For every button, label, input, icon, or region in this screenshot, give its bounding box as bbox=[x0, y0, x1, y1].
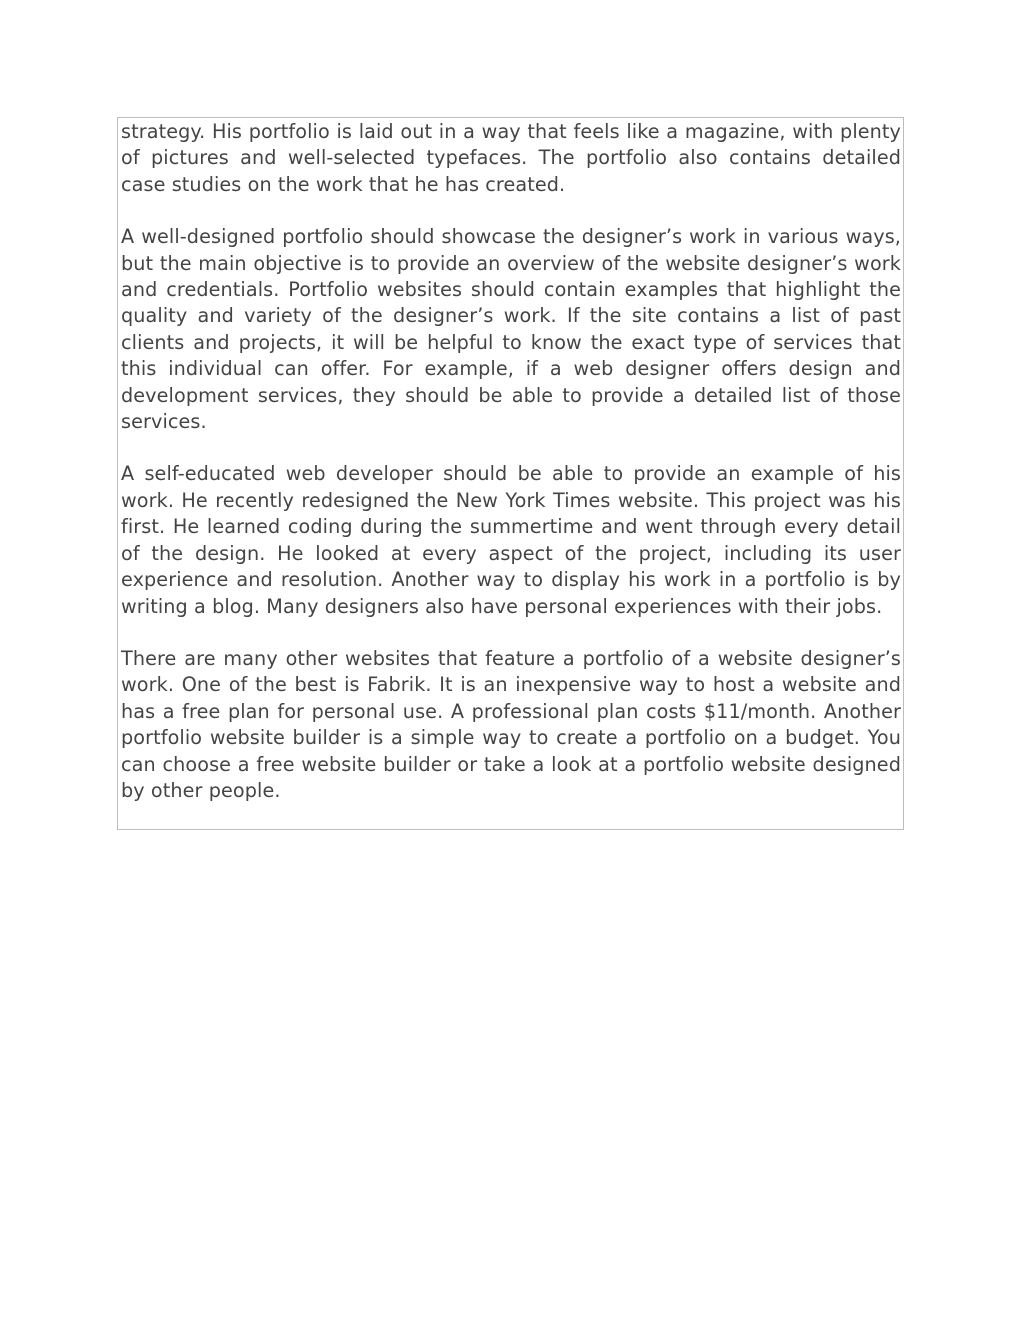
paragraph-1: strategy. His portfolio is laid out in a way that feels like a magazine, with plenty of pictures and well-selected typefaces. The portfolio also contains detailed case studies on the work that he has created. bbox=[121, 120, 901, 196]
text-frame bbox=[117, 117, 904, 830]
paragraph-3: A self-educated web developer should be able to provide an example of his work. He recently redesigned the New York Times website. This project was his first. He learned coding during the summertime and went through every detail of the design. He looked at every aspect of the project, including its user experience and resolution. Another way to display his work in a portfolio is by writing a blog. Many designers also have personal experiences with their jobs. bbox=[121, 462, 901, 618]
paragraph-4: There are many other websites that feature a portfolio of a website designer’s work. One of the best is Fabrik. It is an inexpensive way to host a website and has a free plan for personal use. A professional plan costs $11/month. Another portfolio website builder is a simple way to create a portfolio on a budget. You can choose a free website builder or take a look at a portfolio website designed by other people. bbox=[121, 646, 901, 802]
paragraph-2: A well-designed portfolio should showcase the designer’s work in various ways, but the main objective is to provide an overview of the website designer’s work and credentials. Portfolio websites should contain examples that highlight the quality and variety of the designer’s work. If the site contains a list of past clients and projects, it will be helpful to know the exact type of services that this individual can offer. For example, if a web designer offers design and development services, they should be able to provide a detailed list of those services. bbox=[121, 225, 901, 434]
